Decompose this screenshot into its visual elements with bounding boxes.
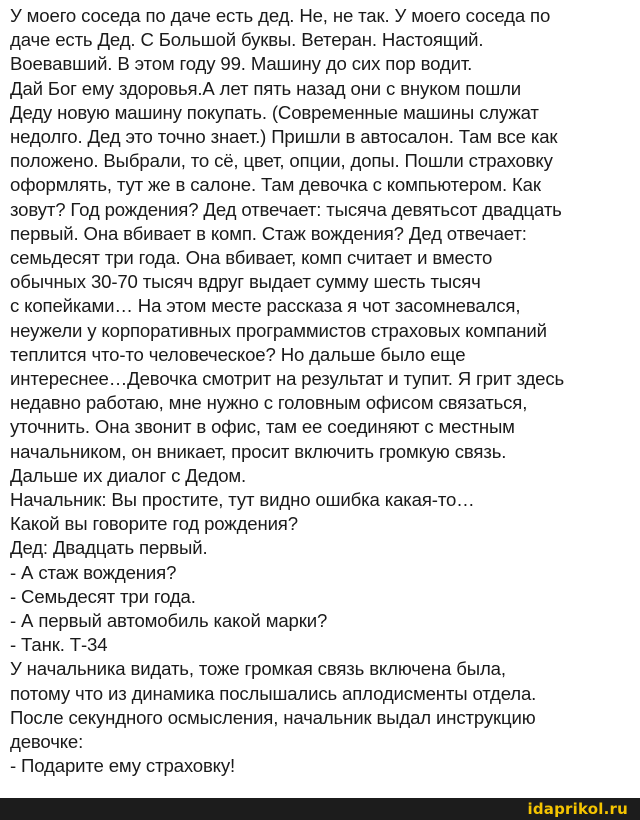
story-line: начальником, он вникает, просит включить громкую связь. xyxy=(10,440,507,462)
story-line: с копейками… На этом месте рассказа я чот засомневался, xyxy=(10,295,521,317)
story-line: теплится что-то человеческое? Но дальше было еще xyxy=(10,343,466,365)
dialog-line: - Танк. Т-34 xyxy=(10,634,108,656)
story-line: первый. Она вбивает в комп. Стаж вождения? Дед отвечает: xyxy=(10,222,527,244)
story-line: потому что из динамика послышались аплодисменты отдела. xyxy=(10,682,537,704)
story-line: семьдесят три года. Она вбивает, комп считает и вместо xyxy=(10,247,493,269)
footer-bar xyxy=(0,798,640,820)
site-watermark: idaprikol.ru xyxy=(527,800,628,818)
story-line: зовут? Год рождения? Дед отвечает: тысяча девятьсот двадцать xyxy=(10,198,562,220)
story-text xyxy=(10,4,632,779)
story-line: После секундного осмысления, начальник выдал инструкцию xyxy=(10,706,536,728)
dialog-line: Какой вы говорите год рождения? xyxy=(10,513,298,535)
story-line: У моего соседа по даче есть дед. Не, не так. У моего соседа по xyxy=(10,5,551,26)
story-line: Дай Бог ему здоровья.А лет пять назад они с внуком пошли xyxy=(10,77,522,99)
story-line: даче есть Дед. С Большой буквы. Ветеран. Настоящий. xyxy=(10,29,484,51)
story-line: неужели у корпоративных программистов страховых компаний xyxy=(10,319,547,341)
story-line: Воевавший. В этом году 99. Машину до сих пор водит. xyxy=(10,53,473,75)
story-line: Деду новую машину покупать. (Современные машины служат xyxy=(10,101,539,123)
punchline: - Подарите ему страховку! xyxy=(10,755,236,777)
story-line: положено. Выбрали, то сё, цвет, опции, допы. Пошли страховку xyxy=(10,150,553,172)
story-line: недавно работаю, мне нужно с головным офисом связаться, xyxy=(10,392,528,414)
story-line: интереснее…Девочка смотрит на результат и тупит. Я грит здесь xyxy=(10,368,565,390)
story-line: У начальника видать, тоже громкая связь включена была, xyxy=(10,658,506,680)
dialog-line: - Семьдесят три года. xyxy=(10,585,196,607)
story-line: уточнить. Она звонит в офис, там ее соединяют с местным xyxy=(10,416,515,438)
story-line: девочке: xyxy=(10,731,84,753)
dialog-line: - А первый автомобиль какой марки? xyxy=(10,610,328,632)
dialog-line: - А стаж вождения? xyxy=(10,561,177,583)
story-line: недолго. Дед это точно знает.) Пришли в автосалон. Там все как xyxy=(10,126,558,148)
dialog-line: Начальник: Вы простите, тут видно ошибка какая-то… xyxy=(10,489,475,511)
story-line: обычных 30-70 тысяч вдруг выдает сумму шесть тысяч xyxy=(10,271,481,293)
dialog-line: Дед: Двадцать первый. xyxy=(10,537,208,559)
story-line: Дальше их диалог с Дедом. xyxy=(10,464,247,486)
story-line: оформлять, тут же в салоне. Там девочка с компьютером. Как xyxy=(10,174,541,196)
